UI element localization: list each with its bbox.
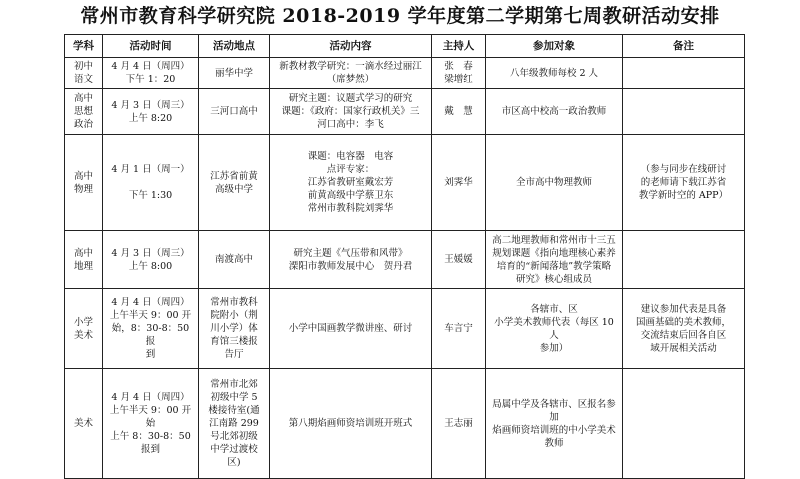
cell-content-line: 点评专家： xyxy=(326,164,375,175)
cell-content-line: （席梦然） xyxy=(326,74,375,85)
cell-subject xyxy=(65,89,103,135)
cell-place-line: 中学过渡校 xyxy=(210,444,258,455)
cell-subject xyxy=(65,58,103,89)
header-participants: 参加对象 xyxy=(486,35,623,58)
cell-content xyxy=(270,231,432,289)
header-place: 活动地点 xyxy=(199,35,270,58)
cell-notes xyxy=(623,89,745,135)
cell-place-line: 常州市教科 xyxy=(210,297,258,308)
cell-place-line: 高级中学 xyxy=(214,183,253,195)
cell-host xyxy=(432,369,486,479)
cell-content-line: 课题：电容器 电容 xyxy=(307,151,394,162)
cell-content-line: 前黄高级中学蔡卫东 xyxy=(307,190,394,201)
cell-place-line: 南渡高中 xyxy=(214,254,253,265)
cell-time xyxy=(103,89,199,135)
cell-subject-line: 高中 xyxy=(73,93,93,104)
cell-place xyxy=(199,89,270,135)
cell-time-line: 4 月 3 日（周三） xyxy=(111,99,190,111)
cell-content xyxy=(270,369,432,479)
table-row xyxy=(65,289,745,369)
cell-time xyxy=(103,289,199,369)
cell-host xyxy=(432,58,486,89)
cell-time-line: 上午 8：30-8：50 xyxy=(110,431,191,442)
cell-content xyxy=(270,289,432,369)
cell-place-line: 丽华中学 xyxy=(214,67,253,79)
cell-subject-line: 语文 xyxy=(73,74,93,85)
cell-time xyxy=(103,231,199,289)
cell-time-line: 4 月 3 日（周三） xyxy=(111,247,190,259)
table-row xyxy=(65,135,745,231)
cell-participants-line: 规划课题《指向地理核心素养 xyxy=(492,247,616,259)
cell-place xyxy=(199,58,270,89)
cell-time xyxy=(103,369,199,479)
header-content: 活动内容 xyxy=(270,35,432,58)
cell-host-line: 王媛媛 xyxy=(444,254,473,265)
cell-host xyxy=(432,135,486,231)
cell-time-line: 4 月 4 日（周四） xyxy=(111,392,190,403)
cell-place-line: 区) xyxy=(227,457,241,468)
cell-participants xyxy=(486,135,623,231)
table-header-row xyxy=(65,35,745,58)
schedule-table xyxy=(64,34,745,479)
cell-subject-line: 初中 xyxy=(73,61,93,72)
cell-time-line: 下午 1:30 xyxy=(128,190,173,201)
cell-content xyxy=(270,89,432,135)
cell-participants xyxy=(486,231,623,289)
cell-place xyxy=(199,289,270,369)
cell-participants-line: 焰画师资培训班的中小学美术 xyxy=(492,424,616,436)
cell-time-line: 上午 8:20 xyxy=(128,112,173,124)
cell-notes xyxy=(623,369,745,479)
cell-notes-line: 教学新时空的 APP） xyxy=(638,190,729,201)
cell-place-line: 初级中学 5 xyxy=(210,392,258,403)
cell-notes-line: （参与同步在线研讨 xyxy=(640,164,727,175)
cell-host xyxy=(432,289,486,369)
cell-content-line: 课题：《政府：国家行政机关》三 xyxy=(281,106,420,117)
cell-notes xyxy=(623,231,745,289)
cell-notes-line: 域开展相关活动 xyxy=(650,342,717,354)
cell-time-line: 4 月 4 日（周四） xyxy=(111,297,190,308)
cell-time-line: 下午 1：20 xyxy=(125,74,176,85)
cell-host-line: 车言宁 xyxy=(444,323,473,334)
cell-notes-line: 的老师请下载江苏省 xyxy=(640,177,727,188)
cell-content-line: 小学中国画教学微讲座、研讨 xyxy=(288,323,413,334)
cell-content-line: 溧阳市教师发展中心 贺丹君 xyxy=(288,260,413,272)
cell-subject-line: 物理 xyxy=(73,183,93,195)
cell-time xyxy=(103,58,199,89)
cell-participants-line: 参加） xyxy=(539,342,569,354)
cell-notes xyxy=(623,135,745,231)
cell-time-line: 报到 xyxy=(140,444,160,455)
cell-notes xyxy=(623,58,745,89)
cell-subject-line: 美术 xyxy=(73,418,93,429)
cell-subject-line: 美术 xyxy=(73,329,93,341)
cell-participants-line: 高二地理教师和常州市十三五 xyxy=(492,234,616,246)
document-title: 常州市教育科学研究院 2018-2019 学年度第二学期第七周教研活动安排 xyxy=(80,5,720,27)
cell-participants xyxy=(486,89,623,135)
cell-participants-line: 八年级教师每校 2 人 xyxy=(509,67,599,79)
cell-place-line: 院附小（荆 xyxy=(210,310,258,321)
cell-time-line: 上午半天 9：00 开 xyxy=(109,310,192,321)
cell-host xyxy=(432,231,486,289)
cell-time-line: 上午半天 9：00 开 xyxy=(109,405,192,416)
cell-participants-line: 小学美术教师代表（每区 10 人 xyxy=(494,316,614,341)
header-subject: 学科 xyxy=(65,35,103,58)
table-row xyxy=(65,369,745,479)
cell-time-line: 4 月 1 日（周一） xyxy=(111,164,190,175)
cell-time-line xyxy=(106,176,195,189)
cell-content xyxy=(270,58,432,89)
cell-participants-line: 培育的“新闻落地”教学策略 xyxy=(496,260,612,272)
table-row xyxy=(65,89,745,135)
cell-host-line: 刘霁华 xyxy=(444,177,473,188)
cell-participants xyxy=(486,58,623,89)
cell-participants-line: 市区高中校高一政治教师 xyxy=(501,106,607,117)
cell-place xyxy=(199,369,270,479)
cell-place-line: 常州市北郊 xyxy=(210,379,258,390)
cell-subject-line: 思想 xyxy=(73,106,93,117)
cell-participants-line: 各辖市、区 xyxy=(530,303,578,315)
cell-place xyxy=(199,135,270,231)
cell-place-line: 楼接待室(通 xyxy=(208,405,260,416)
cell-content-line: 江苏省教研室戴宏芳 xyxy=(307,177,394,188)
cell-time-line: 4 月 4 日（周四） xyxy=(111,61,190,72)
cell-content-line: 河口高中：李飞 xyxy=(317,119,384,130)
cell-place-line: 江南路 299 xyxy=(209,418,259,429)
cell-place-line: 号北郊初级 xyxy=(210,431,258,442)
cell-content-line: 新教材教学研究：一滴水经过丽江 xyxy=(279,61,422,72)
cell-subject xyxy=(65,135,103,231)
cell-subject xyxy=(65,289,103,369)
cell-host-line: 戴 慧 xyxy=(444,106,473,117)
cell-host-line: 梁增红 xyxy=(444,74,473,85)
cell-participants xyxy=(486,289,623,369)
cell-time-line: 上午 8:00 xyxy=(128,260,173,272)
cell-subject-line: 高中 xyxy=(73,247,93,259)
cell-participants-line: 局属中学及各辖市、区报名参加 xyxy=(492,398,616,423)
cell-content-line: 研究主题：议题式学习的研究 xyxy=(288,93,413,104)
cell-host-line: 张 春 xyxy=(444,61,473,72)
cell-notes xyxy=(623,289,745,369)
cell-place-line: 三河口高中 xyxy=(210,106,258,117)
table-row xyxy=(65,58,745,89)
cell-time-line: 始 xyxy=(145,418,156,429)
cell-subject xyxy=(65,369,103,479)
cell-content-line: 第八期焰画师资培训班开班式 xyxy=(288,418,413,429)
cell-time-line: 到 xyxy=(145,349,156,360)
cell-host xyxy=(432,89,486,135)
cell-subject-line: 小学 xyxy=(73,316,93,328)
cell-host-line: 王志丽 xyxy=(444,418,473,429)
cell-participants-line: 教师 xyxy=(544,437,564,449)
cell-notes-line: 交流结束后回各自区 xyxy=(640,329,727,341)
table-row xyxy=(65,231,745,289)
cell-notes-line: 国画基础的美术教师， xyxy=(635,316,731,328)
cell-place-line: 育馆三楼报 xyxy=(210,336,258,347)
cell-place-line: 川小学）体 xyxy=(210,323,258,334)
header-time: 活动时间 xyxy=(103,35,199,58)
cell-time-line: 始，8：30-8：50 报 xyxy=(111,323,190,347)
header-notes: 备注 xyxy=(623,35,745,58)
cell-notes-line: 建议参加代表是具备 xyxy=(640,303,727,315)
cell-content-line: 研究主题《气压带和风带》 xyxy=(293,247,408,259)
cell-subject-line: 政治 xyxy=(73,119,93,130)
cell-place-line: 告厅 xyxy=(224,349,244,360)
cell-content-line: 常州市教科院刘霁华 xyxy=(307,203,394,214)
cell-participants-line: 全市高中物理教师 xyxy=(515,177,592,188)
cell-place xyxy=(199,231,270,289)
cell-participants xyxy=(486,369,623,479)
cell-content xyxy=(270,135,432,231)
cell-place-line: 江苏省前黄 xyxy=(210,170,258,182)
cell-subject xyxy=(65,231,103,289)
cell-subject-line: 高中 xyxy=(73,170,93,182)
cell-subject-line: 地理 xyxy=(73,260,93,272)
cell-time xyxy=(103,135,199,231)
header-host: 主持人 xyxy=(432,35,486,58)
cell-participants-line: 研究》核心组成员 xyxy=(515,273,592,285)
